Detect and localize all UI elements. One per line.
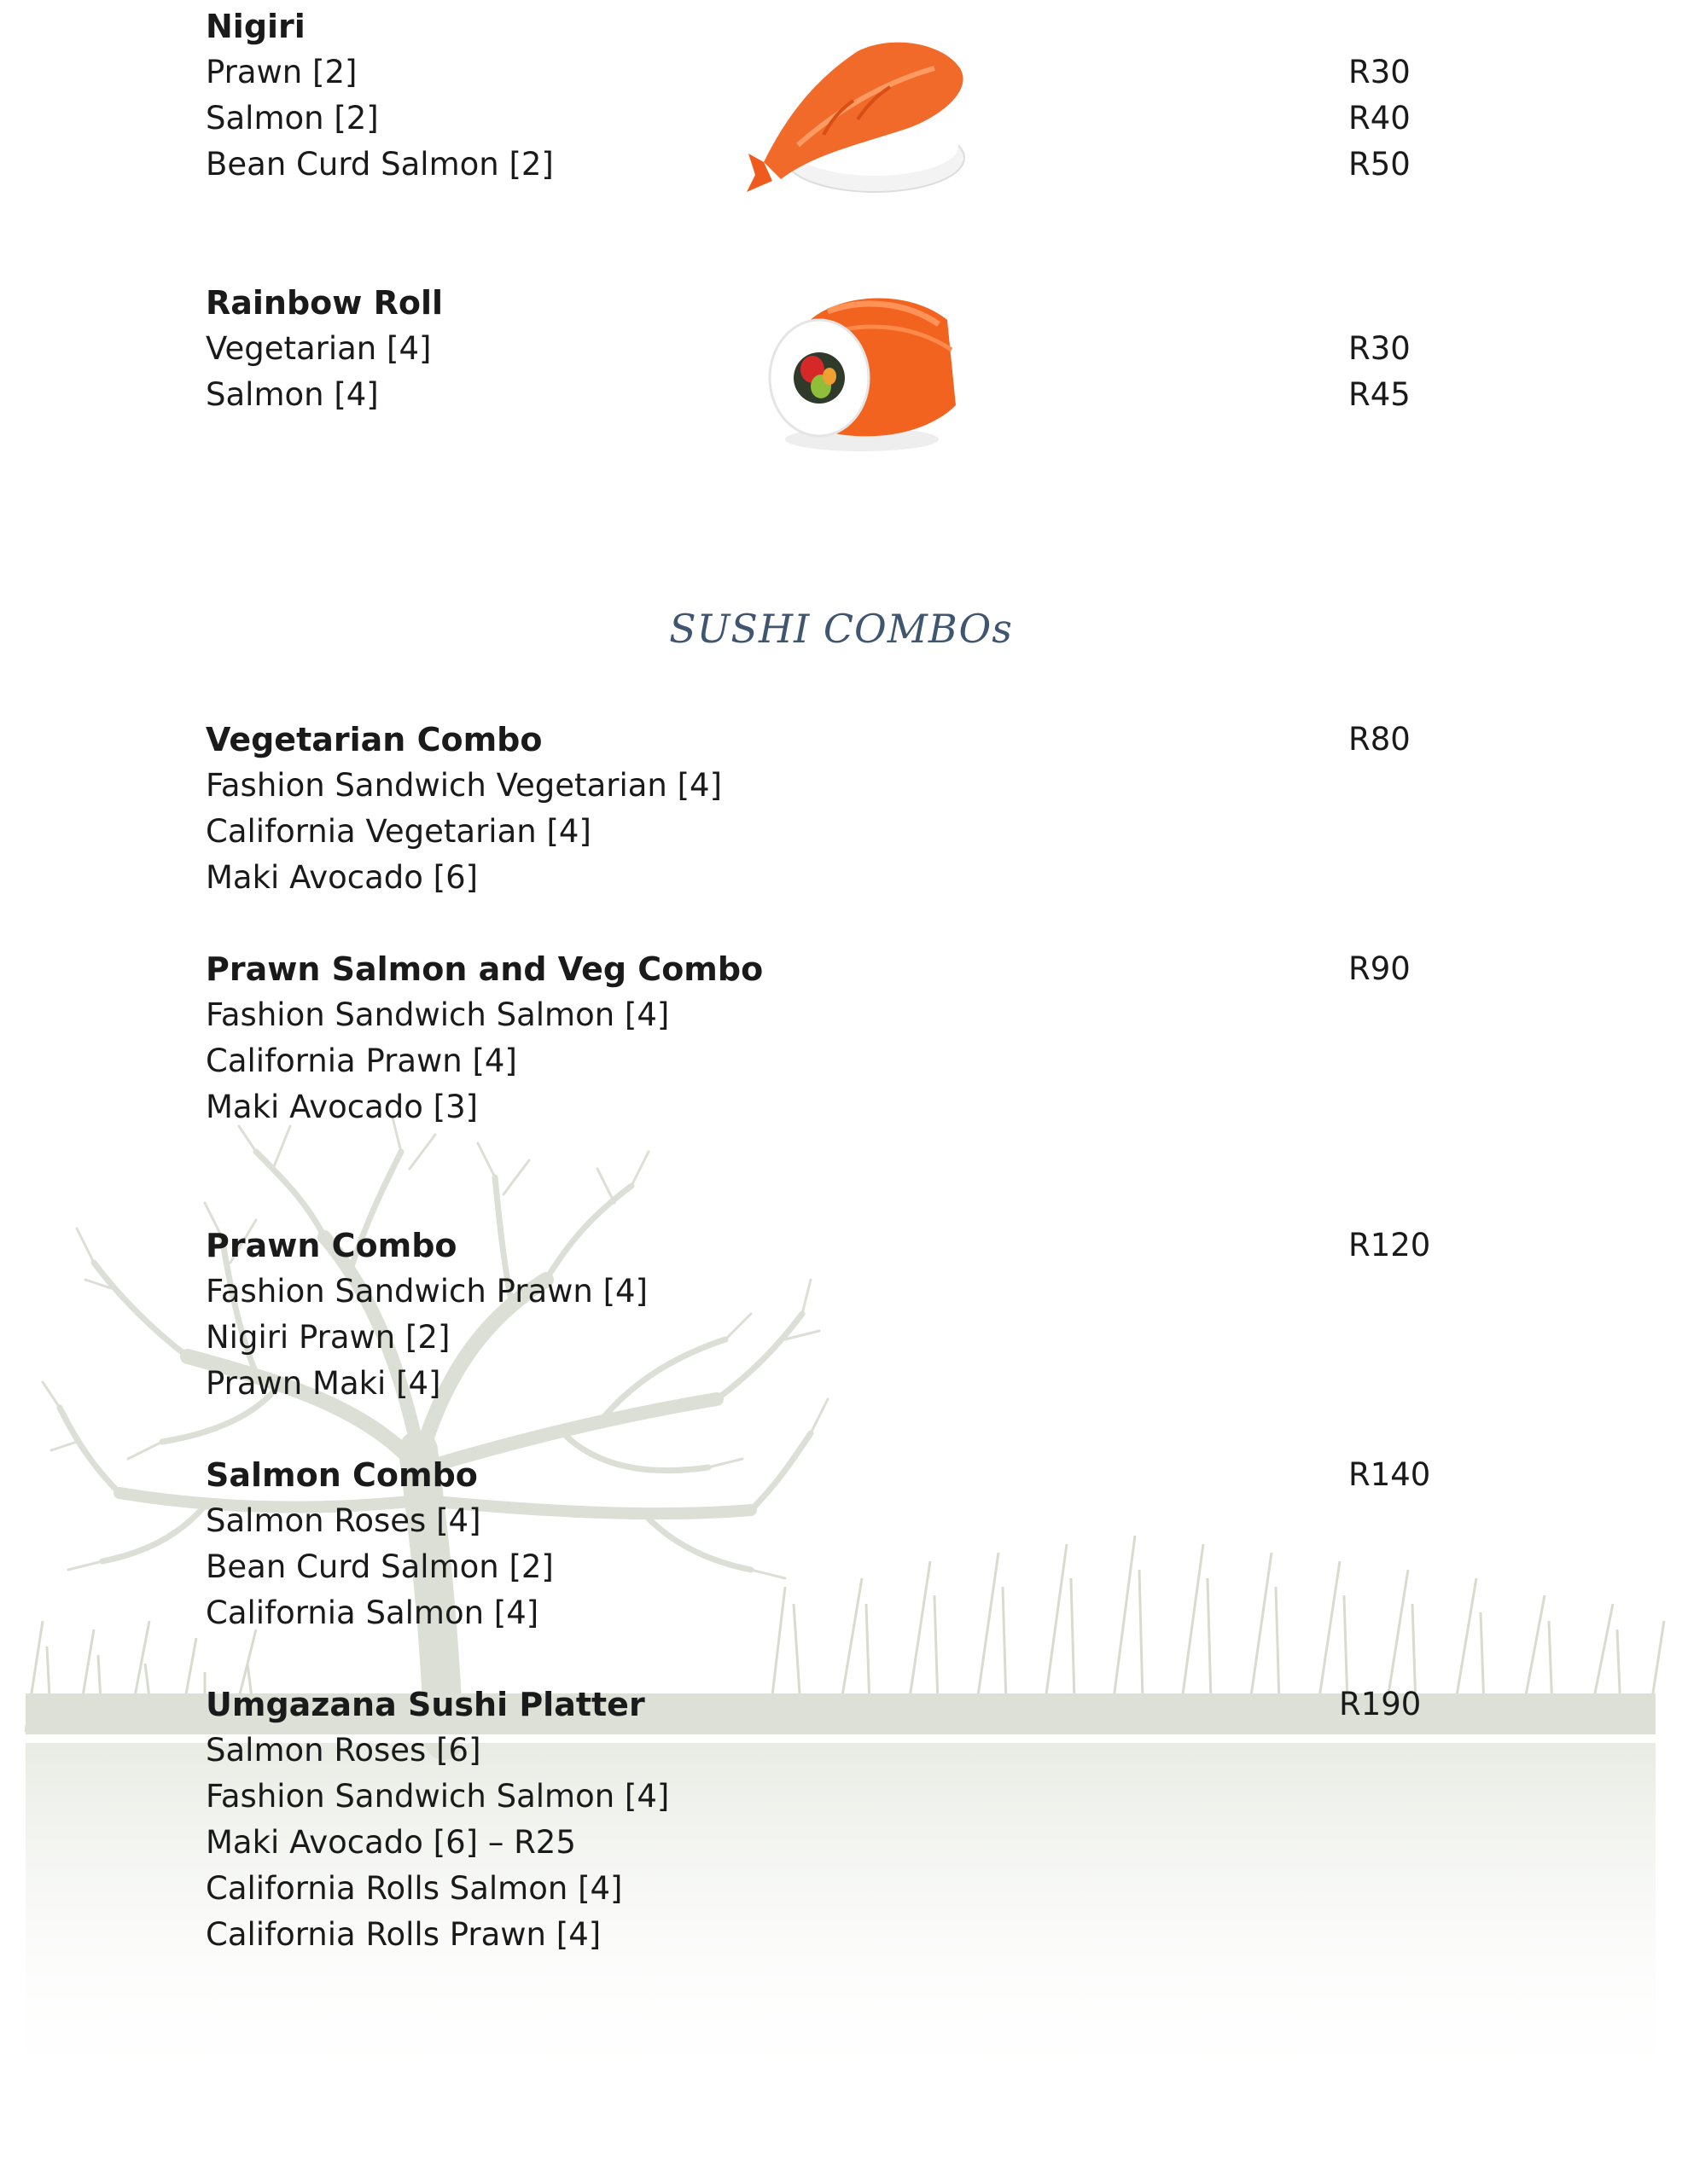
section-title: Nigiri: [206, 8, 306, 45]
combo-title: Prawn Salmon and Veg Combo: [206, 950, 764, 988]
section-title: Rainbow Roll: [206, 284, 444, 322]
combo-item: California Salmon [4]: [206, 1594, 539, 1631]
combo-price: R190: [1339, 1686, 1422, 1722]
combo-item: California Rolls Prawn [4]: [206, 1916, 602, 1953]
combo-item: Fashion Sandwich Vegetarian [4]: [206, 767, 723, 804]
item-price: R45: [1348, 376, 1411, 413]
combo-prawn: [206, 1223, 1452, 1407]
combo-title: Salmon Combo: [206, 1456, 478, 1494]
combo-item: California Vegetarian [4]: [206, 813, 591, 850]
combo-salmon: [206, 1452, 1452, 1636]
combos-heading: SUSHI COMBOs: [669, 606, 1013, 652]
combo-item: Prawn Maki [4]: [206, 1365, 441, 1402]
combo-item: Maki Avocado [6] – R25: [206, 1824, 576, 1861]
item-price: R40: [1348, 100, 1411, 136]
menu-item: Salmon [4]: [206, 376, 379, 413]
combo-item: Maki Avocado [3]: [206, 1089, 479, 1125]
combo-item: Fashion Sandwich Salmon [4]: [206, 996, 670, 1033]
prawn-nigiri-icon: [747, 34, 977, 196]
combo-item: Salmon Roses [6]: [206, 1732, 481, 1769]
salmon-roll-icon: [760, 277, 973, 456]
item-price: R50: [1348, 146, 1411, 183]
combo-item: Fashion Sandwich Salmon [4]: [206, 1778, 670, 1815]
combo-title: Prawn Combo: [206, 1227, 457, 1264]
menu-item: Bean Curd Salmon [2]: [206, 146, 554, 183]
combo-price: R140: [1348, 1456, 1431, 1493]
combo-price: R90: [1348, 950, 1411, 987]
item-price: R30: [1348, 54, 1411, 90]
combo-umgazana-platter: [206, 1682, 1452, 1958]
combo-item: Salmon Roses [4]: [206, 1502, 481, 1539]
combo-item: Nigiri Prawn [2]: [206, 1319, 451, 1356]
combo-vegetarian: [206, 717, 1452, 901]
combo-item: California Prawn [4]: [206, 1043, 517, 1079]
combo-item: Maki Avocado [6]: [206, 859, 479, 896]
menu-item: Salmon [2]: [206, 100, 379, 136]
combo-price: R80: [1348, 721, 1411, 758]
item-price: R30: [1348, 330, 1411, 367]
combo-title: Umgazana Sushi Platter: [206, 1686, 645, 1723]
menu-item: Prawn [2]: [206, 54, 358, 90]
combo-price: R120: [1348, 1227, 1431, 1263]
combo-prawn-salmon-veg: [206, 946, 1452, 1130]
combo-title: Vegetarian Combo: [206, 721, 543, 758]
menu-item: Vegetarian [4]: [206, 330, 432, 367]
combo-item: California Rolls Salmon [4]: [206, 1870, 623, 1907]
combo-item: Bean Curd Salmon [2]: [206, 1548, 554, 1585]
combo-item: Fashion Sandwich Prawn [4]: [206, 1273, 649, 1310]
